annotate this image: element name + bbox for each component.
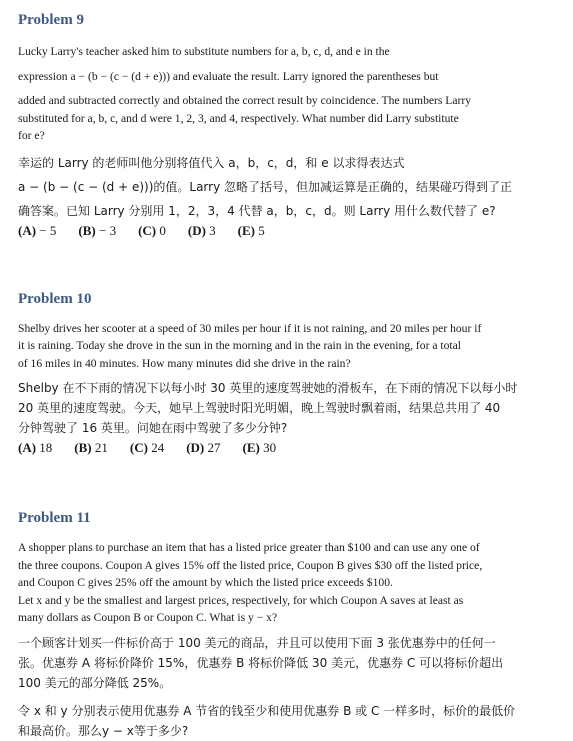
- choice-d: [186, 440, 220, 456]
- problem-title: Problem 10: [18, 290, 92, 307]
- chinese-line: 张。优惠券 A 将标价降价 15%，优惠券 B 将标价降低 30 美元，优惠券 C 可以将标价超出: [18, 655, 504, 670]
- english-line: Shelby drives her scooter at a speed of 30 miles per hour if it is not raining, and 20 miles per hour if: [18, 321, 482, 335]
- choice-value: 0: [159, 222, 166, 238]
- choice-e: [242, 440, 276, 456]
- problem-title: Problem 9: [18, 12, 84, 28]
- choice-label: (D): [186, 440, 205, 455]
- choice-value: 18: [39, 440, 53, 455]
- chinese-line: 一个顾客计划买一件标价高于 100 美元的商品，并且可以使用下面 3 张优惠券中的任何一: [18, 635, 496, 650]
- choice-label: (C): [138, 222, 157, 238]
- english-line: the three coupons. Coupon A gives 15% off the listed price, Coupon B gives $30 off the listed price,: [18, 558, 483, 572]
- problem-10: [18, 291, 555, 457]
- choice-label: (E): [242, 440, 260, 455]
- choice-value: 27: [207, 440, 221, 455]
- choice-value: 5: [258, 222, 265, 238]
- english-line: substituted for a, b, c, and d were 1, 2, 3, and 4, respectively. What number did Larry substitute: [18, 111, 459, 125]
- english-line: Lucky Larry's teacher asked him to substitute numbers for a, b, c, d, and e in the: [18, 45, 390, 58]
- chinese-line: 确答案。已知 Larry 分别用 1，2，3，4 代替 a，b，c，d。则 Larry 用什么数代替了 e?: [18, 203, 496, 218]
- chinese-line: 和最高价。那么y − x等于多少?: [18, 723, 189, 738]
- english-line: many dollars as Coupon B or Coupon C. What is y − x?: [18, 611, 278, 624]
- choice-value: − 3: [98, 222, 117, 238]
- problem-title: Problem 11: [18, 510, 91, 526]
- choice-c: [138, 223, 166, 239]
- choice-label: (E): [237, 222, 256, 238]
- choice-value: − 5: [39, 222, 57, 238]
- answer-choices: [18, 440, 555, 456]
- choice-label: (C): [129, 440, 148, 455]
- english-line: it is raining. Today she drove in the sun in the morning and in the rain in the evening, for a total: [18, 339, 461, 352]
- choice-label: (B): [78, 222, 96, 238]
- english-line: Let x and y be the smallest and largest prices, respectively, for which Coupon A saves at least as: [18, 593, 464, 607]
- choice-value: 30: [263, 440, 277, 455]
- chinese-line: 令 x 和 y 分别表示使用优惠券 A 节省的钱至少和使用优惠券 B 或 C 一样多时，标价的最低价: [18, 703, 516, 718]
- choice-label: (A): [18, 222, 37, 238]
- chinese-line: 幸运的 Larry 的老师叫他分别将值代入 a，b，c，d，和 e 以求得表达式: [18, 155, 405, 170]
- english-line: expression a − (b − (c − (d + e))) and evaluate the result. Larry ignored the parentheses but: [18, 69, 439, 83]
- chinese-line: 100 美元的部分降低 25%。: [18, 675, 172, 690]
- choice-c: [130, 440, 164, 456]
- choice-label: (D): [187, 222, 206, 238]
- english-line: and Coupon C gives 25% off the amount by which the listed price exceeds $100.: [18, 576, 393, 589]
- english-line: of 16 miles in 40 minutes. How many minutes did she drive in the rain?: [18, 356, 351, 370]
- problem-11: [18, 510, 555, 741]
- choice-value: 24: [151, 440, 165, 455]
- english-line: for e?: [18, 129, 45, 142]
- choice-value: 21: [94, 440, 108, 455]
- chinese-line: a − (b − (c − (d + e)))的值。Larry 忽略了括号，但加减运算是正确的，结果碰巧得到了正: [18, 179, 513, 194]
- choice-e: [238, 223, 265, 239]
- choice-b: [78, 223, 116, 239]
- choice-b: [74, 440, 108, 456]
- chinese-line: 分钟驾驶了 16 英里。问她在雨中驾驶了多少分钟?: [18, 421, 288, 435]
- choice-label: (B): [74, 440, 92, 455]
- english-line: added and subtracted correctly and obtained the correct result by coincidence. The numbers Larry: [18, 94, 472, 107]
- choice-value: 3: [209, 222, 216, 238]
- chinese-line: Shelby 在不下雨的情况下以每小时 30 英里的速度驾驶她的滑板车，在下雨的情况下以每小时: [18, 381, 518, 395]
- english-line: A shopper plans to purchase an item that has a listed price greater than $100 and can use any one of: [18, 541, 480, 554]
- choice-a: [18, 440, 52, 456]
- choice-a: [18, 223, 56, 239]
- problem-9: [18, 0, 555, 239]
- chinese-line: 20 英里的速度驾驶。今天，她早上驾驶时阳光明媚，晚上驾驶时飘着雨，结果总共用了 40: [18, 401, 501, 415]
- choice-d: [188, 223, 216, 239]
- answer-choices: [18, 223, 555, 239]
- choice-label: (A): [18, 440, 37, 455]
